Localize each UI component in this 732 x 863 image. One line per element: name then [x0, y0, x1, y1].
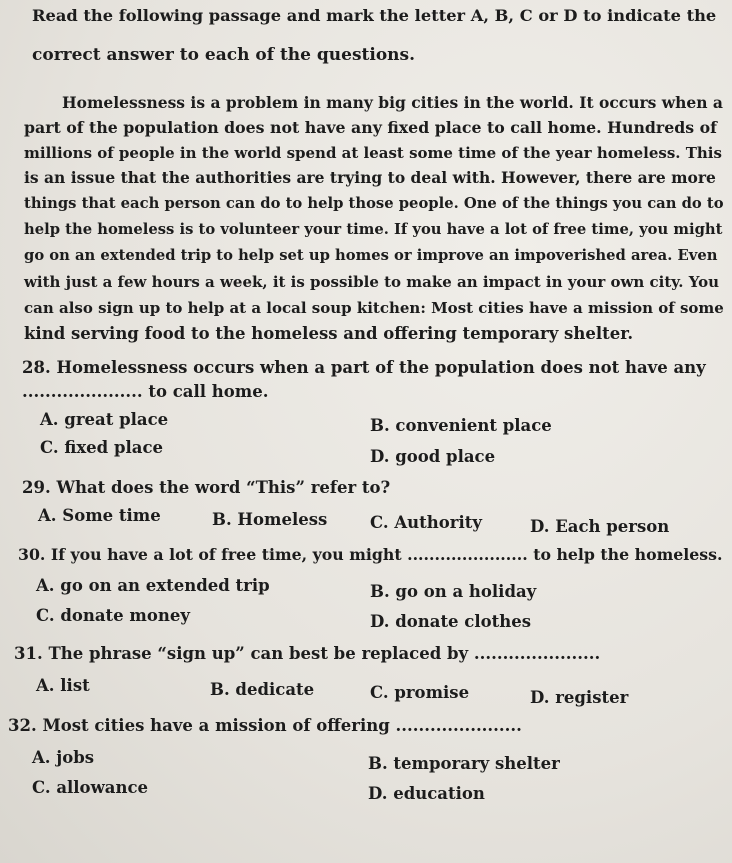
passage-line-1: Homelessness is a problem in many big cities in the world. It occurs when a	[62, 93, 723, 112]
question-28-option-d[interactable]: D. good place	[370, 447, 496, 466]
question-30-option-d[interactable]: D. donate clothes	[370, 612, 532, 631]
question-32-option-c[interactable]: C. allowance	[32, 778, 148, 797]
question-31-option-b[interactable]: B. dedicate	[210, 680, 315, 699]
question-28-text: 28. Homelessness occurs when a part of the population does not have any	[22, 358, 706, 377]
question-28-text-cont: ..................... to call home.	[22, 382, 269, 401]
question-29-text: 29. What does the word “This” refer to?	[22, 478, 391, 497]
passage-line-5: things that each person can do to help those people. One of the things you can do to	[24, 195, 724, 212]
question-31-option-d[interactable]: D. register	[530, 688, 629, 707]
question-28-option-a[interactable]: A. great place	[40, 410, 169, 429]
instruction-line-1: Read the following passage and mark the letter A, B, C or D to indicate the	[32, 6, 717, 25]
question-31-option-a[interactable]: A. list	[36, 676, 90, 695]
question-29-option-b[interactable]: B. Homeless	[212, 510, 328, 529]
question-29-option-c[interactable]: C. Authority	[370, 513, 482, 532]
instruction-line-2: correct answer to each of the questions.	[32, 45, 416, 65]
question-29-option-d[interactable]: D. Each person	[530, 517, 670, 536]
question-32-option-b[interactable]: B. temporary shelter	[368, 754, 560, 773]
question-31-option-c[interactable]: C. promise	[370, 683, 470, 702]
passage-line-8: with just a few hours a week, it is possible to make an impact in your own city. You	[24, 273, 720, 291]
question-28-option-b[interactable]: B. convenient place	[370, 416, 552, 435]
passage-line-7: go on an extended trip to help set up homes or improve an impoverished area. Even	[24, 247, 718, 264]
passage-line-3: millions of people in the world spend at least some time of the year homeless. This	[24, 144, 722, 162]
question-29-option-a[interactable]: A. Some time	[38, 506, 161, 525]
passage-line-6: help the homeless is to volunteer your time. If you have a lot of free time, you might	[24, 221, 723, 238]
question-31-text: 31. The phrase “sign up” can best be replaced by ......................	[14, 644, 601, 663]
passage-line-4: is an issue that the authorities are trying to deal with. However, there are more	[24, 168, 716, 187]
passage-line-2: part of the population does not have any fixed place to call home. Hundreds of	[24, 118, 717, 137]
question-30-option-b[interactable]: B. go on a holiday	[370, 582, 537, 601]
question-32-option-d[interactable]: D. education	[368, 784, 485, 803]
passage-line-9: can also sign up to help at a local soup kitchen: Most cities have a mission of some	[24, 299, 724, 317]
question-30-text: 30. If you have a lot of free time, you might ...................... to help the homeless.	[18, 545, 723, 564]
question-30-option-c[interactable]: C. donate money	[36, 606, 190, 625]
passage-line-10: kind serving food to the homeless and offering temporary shelter.	[24, 324, 634, 343]
question-32-option-a[interactable]: A. jobs	[32, 748, 95, 767]
question-32-text: 32. Most cities have a mission of offering ......................	[8, 716, 522, 735]
question-28-option-c[interactable]: C. fixed place	[40, 438, 163, 457]
question-30-option-a[interactable]: A. go on an extended trip	[36, 576, 270, 595]
